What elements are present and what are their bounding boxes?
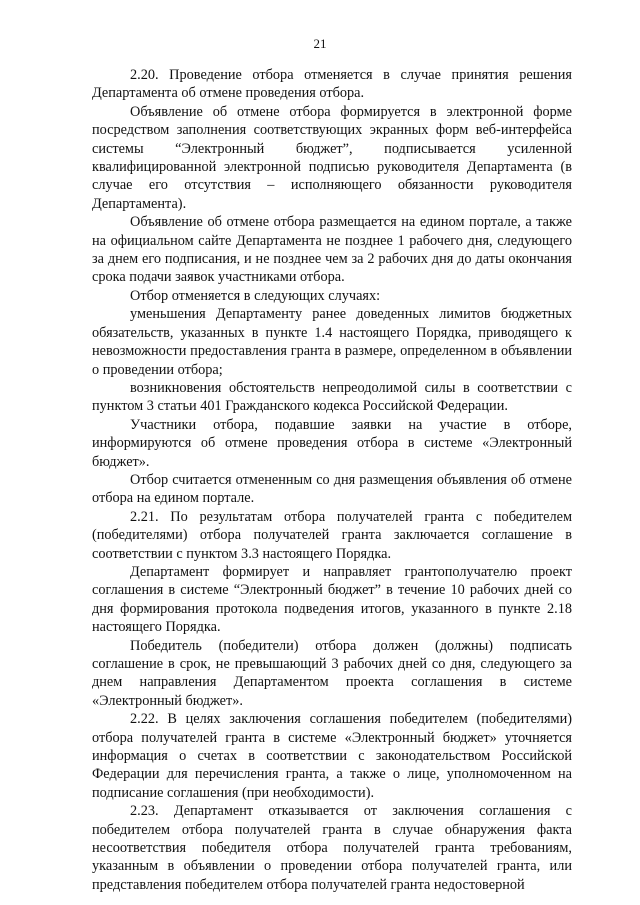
paragraph-case-force-majeure: возникновения обстоятельств непреодолимой силы в соответствии с пунктом 3 статьи 401 Гражданского кодекса Российской Федерации.	[92, 379, 572, 415]
paragraph-cancel-notice-publication: Объявление об отмене отбора размещается на едином портале, а также на официальном сайте Департамента не позднее 1 рабочего дня, следующего за днем его подписания, и не позднее чем за 2 рабочих дня до даты окончания срока подачи заявок участниками отбора.	[92, 214, 572, 286]
paragraph-participants-informed: Участники отбора, подавшие заявки на участие в отборе, информируются об отмене проведения отбора в системе «Электронный бюджет».	[92, 416, 572, 470]
paragraph-draft-agreement: Департамент формирует и направляет грантополучателю проект соглашения в системе “Электронный бюджет” в течение 10 рабочих дней со дня формирования протокола подведения итогов, указанного в пункте 2.18 настоящего Порядка.	[92, 563, 572, 636]
paragraph-2-20: 2.20. Проведение отбора отменяется в случае принятия решения Департамента об отмене проведения отбора.	[92, 67, 572, 102]
paragraph-2-23: 2.23. Департамент отказывается от заключения соглашения с победителем отбора получателей гранта в случае обнаружения факта несоответствия победителя отбора получателей гранта требованиям, указанным в объявлении о проведении отбора получателей гранта, или представления победителем отбора получателей гранта недостоверной	[92, 803, 572, 893]
paragraph-winner-signing: Победитель (победители) отбора должен (должны) подписать соглашение в срок, не превышающий 3 рабочих дней со дня, следующего за днем направления Департаментом проекта соглашения в системе «Электронный бюджет».	[92, 637, 572, 709]
paragraph-2-21: 2.21. По результатам отбора получателей гранта с победителем (победителями) отбора получателей гранта заключается соглашение в соответствии с пунктом 3.3 настоящего Порядка.	[92, 508, 572, 562]
paragraph-case-limits-reduction: уменьшения Департаменту ранее доведенных лимитов бюджетных обязательств, указанных в пункте 1.4 настоящего Порядка, приводящего к невозможности предоставления гранта в размере, определенном в объявлении о проведении отбора;	[92, 306, 572, 378]
paragraph-cancel-cases-intro: Отбор отменяется в следующих случаях:	[130, 287, 381, 304]
paragraph-2-22: 2.22. В целях заключения соглашения победителем (победителями) отбора получателей гранта в системе «Электронный бюджет» уточняется информация о счетах в соответствии с законодательством Российской Федерации для перечисления гранта, а также о лице, уполномоченном на подписание соглашения (при необходимости).	[92, 711, 572, 801]
paragraph-cancel-notice-form: Объявление об отмене отбора формируется в электронной форме посредством заполнения соответствующих экранных форм веб-интерфейса системы “Электронный бюджет”, подписывается усиленной квалифицированной электронной подписью руководителя Департамента (в случае его отсутствия – исполняющего обязанности руководителя Департамента).	[92, 103, 572, 212]
document-body	[92, 66, 572, 894]
page-number: 21	[313, 36, 327, 51]
paragraph-cancel-effective-date: Отбор считается отмененным со дня размещения объявления об отмене отбора на едином портале.	[92, 471, 572, 507]
